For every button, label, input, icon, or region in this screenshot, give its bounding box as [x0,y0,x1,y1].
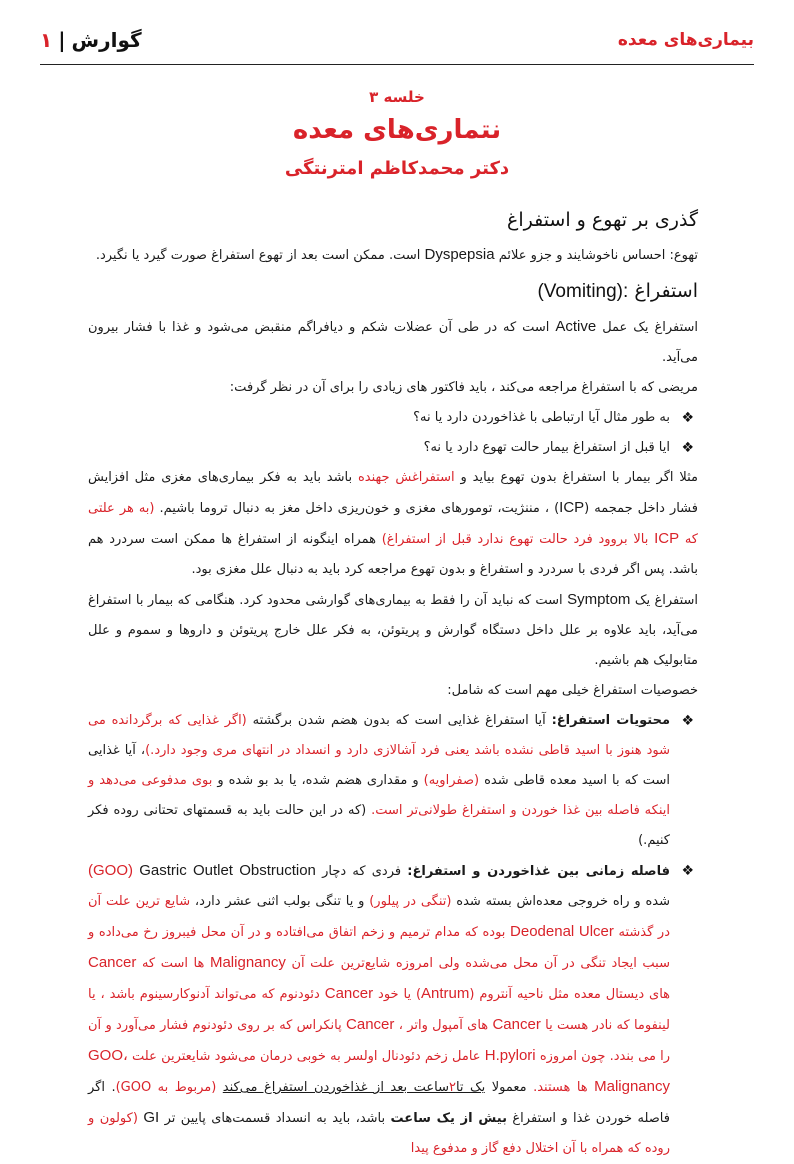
text: تهوع: احساس ناخوشایند و جزو علائم [498,248,698,263]
text: است. ممکن است بعد از تهوع استفراغ صورت گیرد یا نگیرد. [95,248,421,263]
text: همراه اینگونه از استفراغ ها ممکن است سردرد هم باشد. پس اگر فردی با سردرد و استفراغ و بدون تهوع مراجعه کرد باید به دنبال علل مغزی بود. [88,532,698,577]
term-goo-abbr: (GOO) [88,862,133,879]
highlight: (اگر غذایی که برگردانده می شود هنوز با اسید قاطی نشده باشد یعنی فرد آشالازی دارد و انسداد در انتهای مری وجود دارد.) [88,713,670,758]
text: باشد، باید به انسداد قسمت‌های پایین تر [164,1111,386,1126]
term-goo-abbr: GOO، [88,1047,128,1064]
highlight-number: ۲ [448,1080,456,1095]
highlight: بالا بروود فرد حالت تهوع ندارد قبل از استفراغ) [381,532,649,547]
bullet-diamond-icon: ❖ [681,863,694,879]
heading-nausea: گذری بر تهوع و استفراغ [506,209,698,231]
text: . اگر فاصله خوردن غذا و استفراغ [88,1080,670,1126]
bullet-diamond-icon: ❖ [681,713,694,729]
bullet-list-2 [88,706,698,1164]
highlight: بوی مدفوعی می‌دهد و اینکه فاصله بین غذا خوردن و استفراغ طولانی‌تر است. [88,773,670,818]
highlight: (مربوط به GOO) [115,1080,217,1095]
report-label-group [40,28,142,52]
document-body [88,200,698,1164]
term-duodenal-ulcer: Deodenal Ulcer [510,923,614,940]
author-name: دکتر محمدکاظم امترنتگی [284,158,510,179]
text: و یا تنگی بولب اثنی عشر دارد، [194,894,365,909]
term-cancer: Cancer [88,954,137,971]
paragraph-4 [88,585,698,676]
term-symptom: Symptom [567,591,631,608]
text: آیا استفراغ غذایی است که بدون هضم شدن برگشته [252,713,546,728]
bullet-list-1 [88,403,698,463]
page-header [40,22,754,62]
bullet-text: ایا قبل از استفراغ بیمار حالت تهوع دارد یا نه؟ [423,440,670,455]
bullet-diamond-icon: ❖ [681,440,694,456]
bullet-diamond-icon: ❖ [681,410,694,426]
text: یک تا [455,1080,486,1095]
underlined-text [223,1080,486,1095]
term-cancer: Cancer [346,1016,395,1033]
paragraph-3 [88,463,698,585]
text: استفراغ یک عمل [602,320,698,335]
list-item [88,403,694,433]
heading-vomiting [88,271,698,312]
term-active: Active [555,318,597,335]
heading-vomiting-fa: استفراغ [634,280,698,302]
text: است که در طی آن عضلات شکم و دیافراگم منقبض می‌شود و غذا با فشار بیرون می‌آید. [88,320,698,365]
list-item [88,433,694,463]
header-divider [40,64,754,65]
highlight: پانکراس که بر روی دئودنوم فشار می‌آورد و آن را می بندد. چون امروزه [88,1018,670,1064]
term-malignancy: Malignancy [209,954,286,971]
bold-text: بیش از یک ساعت [390,1111,507,1126]
bullet-heading: فاصله زمانی بین غذاخوردن و استفراغ: [407,864,670,879]
text: شده و راه خروجی معده‌اش بسته شده [456,894,670,909]
paragraph-2: مریضی که با استفراغ مراجعه می‌کند ، باید فاکتور های زیادی را برای آن در نظر گرفت: [229,380,698,395]
highlight: (به هر علتی که [88,501,698,547]
highlight: بوده که مدام ترمیم و زخم اتفاق می‌افتاده و در آن محل فیبروز رخ می‌داده و سبب ایجاد تنگی در آن محل می‌شده ولی امروزه شایع‌ترین علت آن [88,925,670,971]
text: استفراغ یک [634,593,698,608]
paragraph-nausea [88,240,698,271]
term-gi: GI [143,1109,160,1126]
bullet-heading: محتویات استفراغ: [551,713,670,728]
page-number: ۱ [40,28,53,52]
highlight: ها هستند. [533,1080,588,1095]
term-cancer: Cancer [492,1016,541,1033]
highlight: (صفراویه) [423,773,480,788]
highlight: (کولون و روده که همراه با آن اختلال دفع گاز و مدفوع پیدا [88,1111,670,1156]
list-item [88,706,694,856]
text: ) ، مننژیت، تومورهای مغزی و خون‌ریزی داخل مغز به دنبال تروما باشیم. [159,501,560,516]
text: معمولا [491,1080,527,1095]
term-malignancy: Malignancy [594,1078,670,1095]
text: فردی که دچار [322,864,402,879]
text: (که در این حالت باید به قسمتهای تحتانی روده فکر کنیم.) [88,803,670,848]
highlight: استفراغش جهنده [357,470,455,485]
term-hpylori: H.pylori [484,1047,536,1064]
text: مثلا اگر بیمار با استفراغ بدون تهوع بیاید و [460,470,699,485]
term-icp: ICP [559,499,585,516]
separator: | [58,28,66,52]
heading-vomiting-en: (Vomiting): [537,281,629,302]
highlight: شایع ترین علت آن در گذشته [88,894,670,940]
text: و مقداری هضم شده، یا بد بو شده و [217,773,419,788]
highlight: های آمپول واتر ، [398,1018,489,1033]
title-block [40,86,754,186]
highlight: های دیستال معده مثل ناحیه آنتروم ( [469,987,671,1002]
term-antrum: Antrum [421,985,470,1002]
highlight: ) یا خود [378,987,422,1002]
highlight: دئودنوم که می‌تواند آدنوکارسینوم باشد ، یا لینفوما که نادر هست یا [88,987,670,1033]
term-goo: Gastric Outlet Obstruction [139,862,316,879]
paragraph-5: خصوصیات استفراغ خیلی مهم است که شامل: [447,683,698,698]
section-title: بیماری‌های معده [617,30,754,50]
term-dyspepsia: Dyspepsia [424,246,495,263]
text: ساعت بعد از غذاخوردن استفراغ می‌کند [222,1080,449,1095]
highlight: (تنگی در پیلور) [369,894,452,909]
term-icp: ICP [654,530,680,547]
text: باشد باید به فکر بیماری‌های مغزی مثل افزایش فشار داخل جمجمه ( [88,470,698,516]
report-label: گوارش [71,28,142,52]
main-title: نتماری‌های معده [292,115,502,145]
session-label: خلسه ۳ [369,88,425,106]
paragraph-1 [88,312,698,373]
list-item [88,856,694,1164]
term-cancer: Cancer [324,985,374,1002]
bullet-text: به طور مثال آیا ارتباطی با غذاخوردن دارد یا نه؟ [413,410,670,425]
highlight: عامل زخم دئودنال اولسر به خوبی درمان می‌شود شایعترین علت [132,1049,481,1064]
highlight: ها است که [141,956,205,971]
text: ، آیا غذایی است که با اسید معده قاطی شده [88,743,671,788]
text: است که نباید آن را فقط به بیماری‌های گوارشی محدود کرد. هنگامی که بیمار با استفراغ می‌آید، باید علاوه بر علل داخل دستگاه گوارش و پریتوئن، به فکر علل خارج پریتوئن و داروها و سموم و علل متابولیک هم باشیم. [88,593,698,668]
